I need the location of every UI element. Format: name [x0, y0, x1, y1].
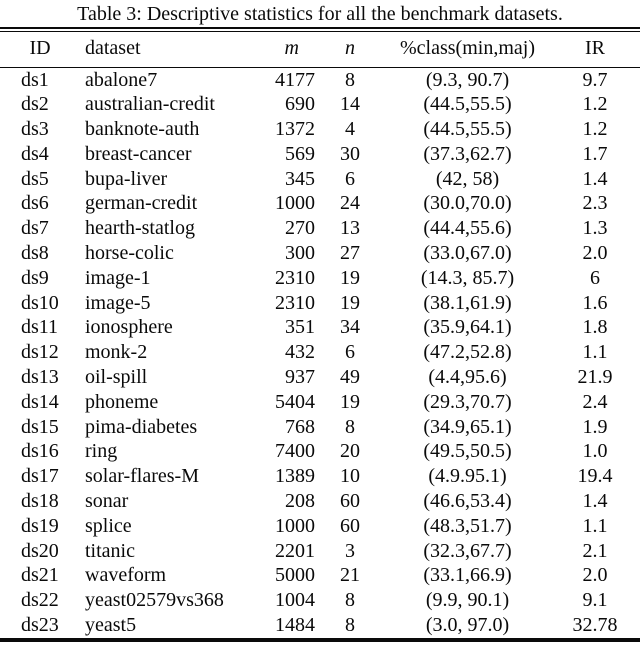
cell-m: 432 — [285, 341, 315, 364]
cell-ir: 1.2 — [582, 93, 608, 116]
cell-pct-class: (34.9,65.1) — [423, 415, 512, 438]
col-header-m: m — [230, 32, 315, 68]
cell-pct-class: (33.0,67.0) — [423, 242, 512, 265]
cell-n: 8 — [345, 68, 355, 91]
cell-n: 6 — [345, 341, 355, 364]
table-row — [0, 563, 640, 588]
cell-m: 300 — [285, 242, 315, 265]
cell-ir: 2.0 — [582, 564, 608, 587]
cell-pct-class: (14.3, 85.7) — [420, 266, 515, 289]
table-row — [0, 291, 640, 316]
cell-ir: 1.1 — [582, 514, 608, 537]
cell-id: ds1 — [21, 68, 49, 91]
cell-dataset: breast-cancer — [85, 142, 192, 165]
cell-n: 3 — [345, 539, 355, 562]
cell-m: 7400 — [275, 440, 315, 463]
cell-m: 2310 — [275, 291, 315, 314]
bottom-double-rule — [0, 638, 640, 643]
cell-dataset: image-5 — [85, 291, 151, 314]
table-caption: Table 3: Descriptive statistics for all the benchmark datasets. — [77, 3, 563, 25]
cell-ir: 1.4 — [582, 167, 608, 190]
cell-pct-class: (9.3, 90.7) — [425, 68, 510, 91]
cell-id: ds16 — [21, 440, 59, 463]
cell-pct-class: (3.0, 97.0) — [425, 614, 510, 637]
cell-m: 4177 — [275, 68, 315, 91]
cell-dataset: abalone7 — [85, 68, 158, 91]
cell-dataset: australian-credit — [85, 93, 215, 116]
cell-ir: 2.3 — [582, 192, 608, 215]
cell-n: 60 — [340, 514, 360, 537]
table-row — [0, 439, 640, 464]
cell-n: 49 — [340, 366, 360, 389]
cell-n: 19 — [340, 390, 360, 413]
cell-pct-class: (42, 58) — [435, 167, 500, 190]
cell-id: ds20 — [21, 539, 59, 562]
table-row — [0, 67, 640, 92]
cell-ir: 9.7 — [582, 68, 608, 91]
cell-n: 13 — [340, 217, 360, 240]
cell-m: 569 — [285, 142, 315, 165]
cell-dataset: image-1 — [85, 266, 151, 289]
cell-n: 19 — [340, 266, 360, 289]
cell-dataset: german-credit — [85, 192, 198, 215]
cell-dataset: horse-colic — [85, 242, 174, 265]
cell-n: 8 — [345, 614, 355, 637]
table-row — [0, 464, 640, 489]
cell-id: ds12 — [21, 341, 59, 364]
cell-dataset: oil-spill — [85, 366, 148, 389]
cell-id: ds14 — [21, 390, 59, 413]
cell-dataset: ring — [85, 440, 118, 463]
cell-id: ds2 — [21, 93, 49, 116]
cell-ir: 1.6 — [582, 291, 608, 314]
cell-n: 21 — [340, 564, 360, 587]
table-row — [0, 117, 640, 142]
table-row — [0, 365, 640, 390]
cell-m: 351 — [285, 316, 315, 339]
cell-m: 5404 — [275, 390, 315, 413]
table-row — [0, 142, 640, 167]
cell-id: ds23 — [21, 614, 59, 637]
cell-id: ds9 — [21, 266, 49, 289]
table-row — [0, 588, 640, 613]
cell-dataset: splice — [85, 514, 132, 537]
cell-ir: 2.1 — [582, 539, 608, 562]
cell-id: ds13 — [21, 366, 59, 389]
cell-m: 690 — [285, 93, 315, 116]
cell-ir: 1.9 — [582, 415, 608, 438]
table-body — [0, 67, 640, 638]
cell-ir: 2.0 — [582, 242, 608, 265]
cell-m: 1000 — [275, 192, 315, 215]
table-row — [0, 167, 640, 192]
cell-dataset: ionosphere — [85, 316, 173, 339]
cell-id: ds8 — [21, 242, 49, 265]
cell-dataset: monk-2 — [85, 341, 148, 364]
cell-pct-class: (47.2,52.8) — [423, 341, 512, 364]
table-row — [0, 216, 640, 241]
cell-m: 345 — [285, 167, 315, 190]
table-header — [0, 32, 640, 68]
col-header-id: ID — [0, 32, 80, 68]
cell-dataset: solar-flares-M — [85, 465, 199, 488]
cell-m: 1372 — [275, 118, 315, 141]
col-header-n: n — [315, 32, 385, 68]
cell-pct-class: (48.3,51.7) — [423, 514, 512, 537]
cell-id: ds6 — [21, 192, 49, 215]
cell-dataset: phoneme — [85, 390, 159, 413]
table-row — [0, 191, 640, 216]
table-row — [0, 489, 640, 514]
cell-dataset: waveform — [85, 564, 167, 587]
table-row — [0, 613, 640, 638]
cell-ir: 2.4 — [582, 390, 608, 413]
cell-id: ds11 — [21, 316, 59, 339]
cell-dataset: banknote-auth — [85, 118, 200, 141]
cell-pct-class: (46.6,53.4) — [423, 490, 512, 513]
cell-n: 60 — [340, 490, 360, 513]
cell-n: 34 — [340, 316, 360, 339]
cell-dataset: hearth-statlog — [85, 217, 195, 240]
cell-pct-class: (35.9,64.1) — [423, 316, 512, 339]
cell-m: 270 — [285, 217, 315, 240]
cell-id: ds19 — [21, 514, 59, 537]
cell-pct-class: (4.4,95.6) — [428, 366, 507, 389]
table-row — [0, 266, 640, 291]
cell-n: 14 — [340, 93, 360, 116]
col-header-pct-class: %class(min,maj) — [385, 32, 550, 68]
cell-m: 1004 — [275, 589, 315, 612]
table-row — [0, 340, 640, 365]
cell-pct-class: (9.9, 90.1) — [425, 589, 510, 612]
cell-pct-class: (29.3,70.7) — [423, 390, 512, 413]
cell-pct-class: (4.9.95.1) — [428, 465, 507, 488]
table-row — [0, 390, 640, 415]
cell-dataset: titanic — [85, 539, 135, 562]
cell-ir: 1.3 — [582, 217, 608, 240]
benchmark-datasets-table — [0, 32, 640, 638]
cell-id: ds7 — [21, 217, 49, 240]
cell-id: ds21 — [21, 564, 59, 587]
cell-id: ds18 — [21, 490, 59, 513]
cell-pct-class: (32.3,67.7) — [423, 539, 512, 562]
cell-pct-class: (44.5,55.5) — [423, 118, 512, 141]
cell-n: 4 — [345, 118, 355, 141]
cell-m: 1000 — [275, 514, 315, 537]
cell-n: 27 — [340, 242, 360, 265]
cell-m: 208 — [285, 490, 315, 513]
cell-ir: 1.0 — [582, 440, 608, 463]
cell-m: 2310 — [275, 266, 315, 289]
cell-n: 30 — [340, 142, 360, 165]
table-row — [0, 92, 640, 117]
cell-n: 8 — [345, 415, 355, 438]
cell-n: 19 — [340, 291, 360, 314]
cell-m: 5000 — [275, 564, 315, 587]
cell-n: 8 — [345, 589, 355, 612]
cell-id: ds22 — [21, 589, 59, 612]
cell-dataset: yeast5 — [85, 614, 137, 637]
cell-pct-class: (44.4,55.6) — [423, 217, 512, 240]
cell-ir: 1.2 — [582, 118, 608, 141]
cell-id: ds5 — [21, 167, 49, 190]
cell-pct-class: (44.5,55.5) — [423, 93, 512, 116]
cell-pct-class: (37.3,62.7) — [423, 142, 512, 165]
cell-dataset: sonar — [85, 490, 129, 513]
table-row — [0, 315, 640, 340]
cell-pct-class: (30.0,70.0) — [423, 192, 512, 215]
cell-id: ds15 — [21, 415, 59, 438]
cell-ir: 21.9 — [577, 366, 613, 389]
table-row — [0, 514, 640, 539]
cell-pct-class: (33.1,66.9) — [423, 564, 512, 587]
cell-ir: 9.1 — [582, 589, 608, 612]
cell-pct-class: (38.1,61.9) — [423, 291, 512, 314]
col-header-dataset: dataset — [80, 32, 230, 68]
cell-ir: 1.7 — [582, 142, 608, 165]
cell-ir: 32.78 — [572, 614, 618, 637]
table-row — [0, 241, 640, 266]
cell-ir: 19.4 — [577, 465, 613, 488]
cell-m: 1484 — [275, 614, 315, 637]
cell-ir: 1.1 — [582, 341, 608, 364]
cell-n: 10 — [340, 465, 360, 488]
cell-id: ds3 — [21, 118, 49, 141]
col-header-ir: IR — [550, 32, 640, 68]
cell-dataset: bupa-liver — [85, 167, 168, 190]
cell-dataset: yeast02579vs368 — [85, 589, 224, 612]
cell-n: 20 — [340, 440, 360, 463]
cell-id: ds4 — [21, 142, 49, 165]
cell-m: 2201 — [275, 539, 315, 562]
cell-id: ds10 — [21, 291, 59, 314]
cell-m: 768 — [285, 415, 315, 438]
cell-pct-class: (49.5,50.5) — [423, 440, 512, 463]
cell-n: 24 — [340, 192, 360, 215]
header-row — [0, 32, 640, 68]
cell-ir: 1.4 — [582, 490, 608, 513]
cell-dataset: pima-diabetes — [85, 415, 198, 438]
cell-m: 1389 — [275, 465, 315, 488]
cell-id: ds17 — [21, 465, 59, 488]
table-row — [0, 415, 640, 440]
table-row — [0, 539, 640, 564]
cell-n: 6 — [345, 167, 355, 190]
cell-ir: 6 — [590, 266, 600, 289]
cell-ir: 1.8 — [582, 316, 608, 339]
cell-m: 937 — [285, 366, 315, 389]
